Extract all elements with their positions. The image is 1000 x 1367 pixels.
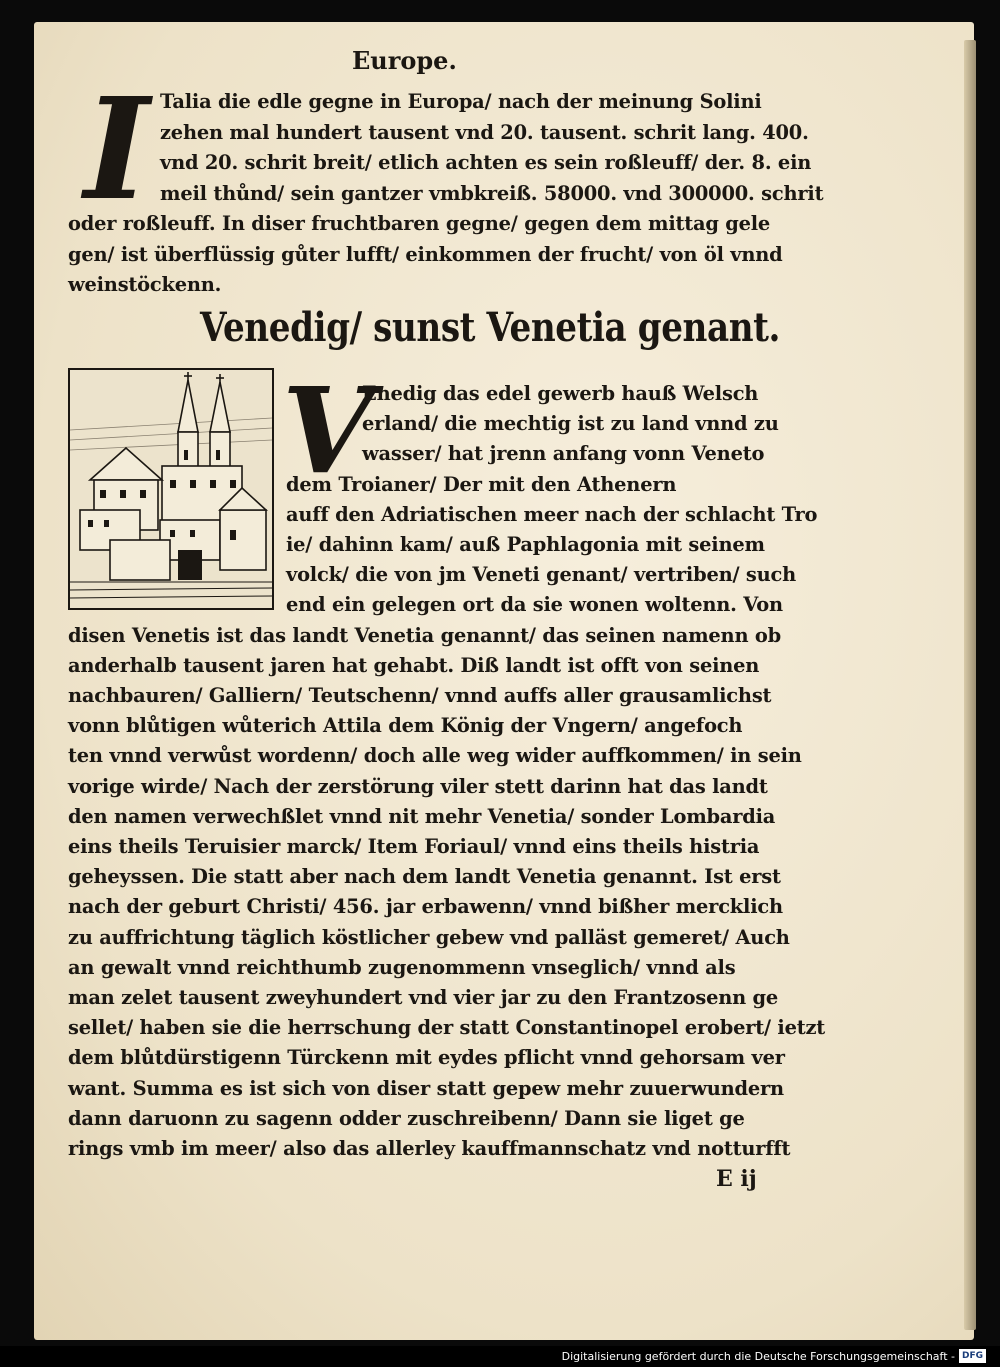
credit-text: Digitalisierung gefördert durch die Deutsche Forschungsgemeinschaft - bbox=[561, 1349, 955, 1363]
text-line: nach der geburt Christi/ 456. jar erbawenn/ vnnd bißher mercklich bbox=[68, 895, 783, 919]
text-line: geheyssen. Die statt aber nach dem landt Venetia genannt. Ist erst bbox=[68, 865, 781, 889]
text-line: eins theils Teruisier marck/ Item Foriaul/ vnnd eins theils histria bbox=[68, 835, 760, 858]
text-line: zehen mal hundert tausent vnd 20. tausent. schrit lang. 400. bbox=[160, 120, 809, 144]
text-line: ten vnnd verwůst wordenn/ doch alle weg wider auffkommen/ in sein bbox=[68, 744, 802, 768]
text-line: rings vmb im meer/ also das allerley kauffmannschatz vnd notturfft bbox=[68, 1137, 791, 1160]
woodcut-illustration bbox=[68, 368, 274, 610]
text-line: wasser/ hat jrenn anfang vonn Veneto bbox=[362, 442, 765, 466]
text-line: want. Summa es ist sich von diser statt gepew mehr zuuerwundern bbox=[68, 1076, 784, 1100]
text-line: dann daruonn zu sagenn odder zuschreibenn/ Dann sie liget ge bbox=[68, 1106, 745, 1130]
woodcut-city-image bbox=[70, 370, 272, 608]
text-line: auff den Adriatischen meer nach der schlacht Tro bbox=[286, 502, 818, 526]
dfg-logo: DFG bbox=[959, 1349, 986, 1363]
section-heading: Venedig/ sunst Venetia genant. bbox=[200, 304, 781, 351]
text-line: meil thůnd/ sein gantzer vmbkreiß. 58000. vnd 300000. schrit bbox=[160, 181, 824, 205]
page-edge bbox=[964, 40, 976, 1330]
text-line: an gewalt vnnd reichthumb zugenommenn vnseglich/ vnnd als bbox=[68, 955, 736, 979]
text-line: den namen verwechßlet vnnd nit mehr Venetia/ sonder Lombardia bbox=[68, 804, 776, 828]
text-line: dem Troianer/ Der mit den Athenern bbox=[286, 472, 677, 496]
text-line: weinstöckenn. bbox=[68, 273, 222, 296]
text-line: man zelet tausent zweyhundert vnd vier jar zu den Frantzosenn ge bbox=[68, 986, 779, 1009]
text-line: vnd 20. schrit breit/ etlich achten es sein roßleuff/ der. 8. ein bbox=[160, 151, 812, 174]
text-line: volck/ die von jm Veneti genant/ vertriben/ such bbox=[286, 563, 797, 587]
text-line: vorige wirde/ Nach der zerstörung viler stett darinn hat das landt bbox=[68, 774, 768, 798]
digitization-credit bbox=[562, 1349, 986, 1363]
dropcap-initial-v: V bbox=[282, 361, 374, 500]
text-line: Enedig das edel gewerb hauß Welsch bbox=[362, 382, 759, 405]
running-head: Europe. bbox=[352, 46, 457, 75]
text-line: sellet/ haben sie die herrschung der statt Constantinopel erobert/ ietzt bbox=[68, 1016, 826, 1040]
dropcap-initial-i: I bbox=[84, 68, 150, 232]
text-line: erland/ die mechtig ist zu land vnnd zu bbox=[362, 412, 779, 436]
text-line: oder roßleuff. In diser fruchtbaren gegne/ gegen dem mittag gele bbox=[68, 212, 771, 235]
text-line: nachbauren/ Galliern/ Teutschenn/ vnnd auffs aller grausamlichst bbox=[68, 684, 772, 707]
text-line: ie/ dahinn kam/ auß Paphlagonia mit seinem bbox=[286, 533, 765, 556]
text-line: end ein gelegen ort da sie wonen woltenn. Von bbox=[286, 593, 783, 617]
text-line: Talia die edle gegne in Europa/ nach der meinung Solini bbox=[160, 90, 762, 113]
text-line: disen Venetis ist das landt Venetia genannt/ das seinen namenn ob bbox=[68, 623, 781, 647]
text-line: dem blůtdürstigenn Türckenn mit eydes pflicht vnnd gehorsam ver bbox=[68, 1046, 785, 1070]
text-line: anderhalb tausent jaren hat gehabt. Diß landt ist offt von seinen bbox=[68, 653, 760, 677]
text-line: zu auffrichtung täglich köstlicher gebew vnd palläst gemeret/ Auch bbox=[68, 925, 790, 949]
text-line: gen/ ist überflüssig gůter lufft/ einkommen der frucht/ von öl vnnd bbox=[68, 242, 783, 266]
signature-mark: E ij bbox=[716, 1166, 757, 1192]
text-line: vonn blůtigen wůterich Attila dem König der Vngern/ angefoch bbox=[68, 714, 743, 738]
